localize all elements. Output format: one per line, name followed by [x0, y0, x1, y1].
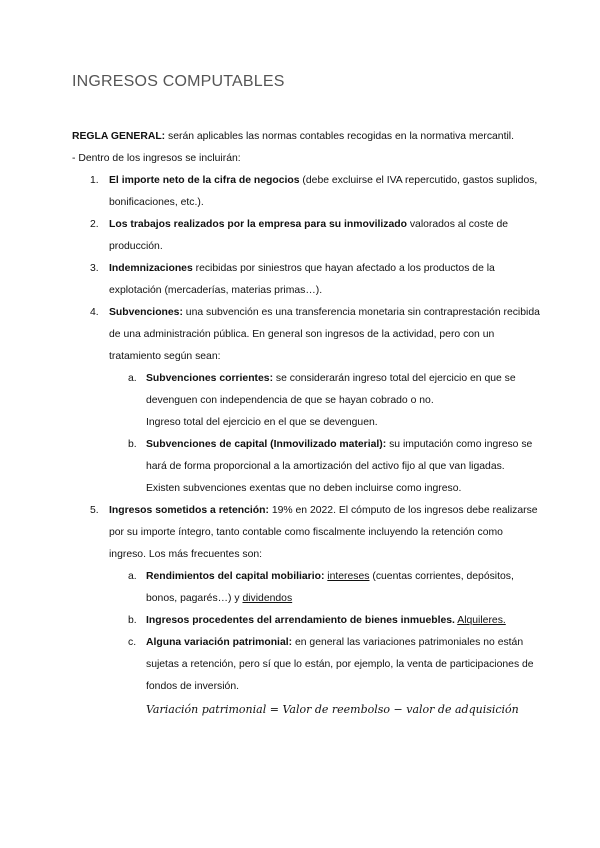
general-rule: [72, 126, 542, 148]
item-heading: Ingresos sometidos a retención:: [109, 505, 269, 516]
subitem-heading: Subvenciones corrientes:: [146, 373, 274, 384]
formula: Variación patrimonial = Valor de reembolso − valor de adquisición: [146, 703, 519, 716]
list-item-1: [72, 170, 542, 214]
item-number: 2.: [90, 219, 99, 230]
item-text: 19% en 2022. El cómputo de los ingresos debe realizarse por su importe íntegro, tanto contable como fiscalmente incluyendo la retención como ingreso. Los más frecuentes son:: [109, 505, 538, 560]
sublist-item-5c: [72, 632, 542, 698]
subitem-note: Existen subvenciones exentas que no deben incluirse como ingreso.: [146, 483, 462, 494]
subitem-letter: c.: [128, 637, 137, 648]
list-item-4: [72, 302, 542, 368]
item-text: recibidas por siniestros que hayan afectado a los productos de la explotación (mercaderías, materias primas…).: [109, 263, 495, 296]
subitem-note: Ingreso total del ejercicio en el que se devenguen.: [146, 417, 378, 428]
item-heading: Indemnizaciones: [109, 263, 193, 274]
sublist-item-5a: [72, 566, 542, 610]
sublist-item-5b: [72, 610, 542, 632]
subitem-heading: Alguna variación patrimonial:: [146, 637, 293, 648]
subitem-heading: Rendimientos del capital mobiliario:: [146, 571, 325, 582]
item-number: 1.: [90, 175, 99, 186]
page-title: INGRESOS COMPUTABLES: [72, 73, 285, 90]
item-heading: El importe neto de la cifra de negocios: [109, 175, 300, 186]
document-body: [72, 126, 542, 721]
sublist-item-4a: [72, 368, 542, 412]
item-number: 5.: [90, 505, 99, 516]
underlined-term: dividendos: [242, 593, 293, 604]
subitem-text: se considerarán ingreso total del ejercicio en que se devenguen con independencia de que se hayan cobrado o no.: [146, 373, 516, 406]
subitem-text: (cuentas corrientes, depósitos, bonos, pagarés…) y: [146, 571, 514, 604]
list-item-3: [72, 258, 542, 302]
list-item-2: [72, 214, 542, 258]
underlined-term: intereses: [327, 571, 370, 582]
general-rule-label: REGLA GENERAL:: [72, 131, 166, 142]
subitem-text: en general las variaciones patrimoniales no están sujetas a retención, pero sí que lo están, por ejemplo, la venta de participaciones de fondos de inversión.: [146, 637, 534, 692]
subitem-heading: Subvenciones de capital (Inmovilizado material):: [146, 439, 387, 450]
item-text: (debe excluirse el IVA repercutido, gastos suplidos, bonificaciones, etc.).: [109, 175, 538, 208]
item-text: valorados al coste de producción.: [109, 219, 509, 252]
subitem-heading: Ingresos procedentes del arrendamiento de bienes inmuebles.: [146, 615, 455, 626]
item-heading: Subvenciones:: [109, 307, 183, 318]
subitem-letter: b.: [128, 439, 137, 450]
item-heading: Los trabajos realizados por la empresa para su inmovilizado: [109, 219, 407, 230]
subitem-letter: a.: [128, 571, 137, 582]
item-text: una subvención es una transferencia monetaria sin contraprestación recibida de una administración pública. En general son ingresos de la actividad, pero con un tratamiento según sean:: [109, 307, 540, 362]
subitem-letter: b.: [128, 615, 137, 626]
underlined-term: Alquileres.: [457, 615, 506, 626]
subitem-text: su imputación como ingreso se hará de forma proporcional a la amortización del activo fijo al que van ligadas.: [146, 439, 533, 472]
item-number: 4.: [90, 307, 99, 318]
item-number: 3.: [90, 263, 99, 274]
general-rule-text: serán aplicables las normas contables recogidas en la normativa mercantil.: [165, 131, 514, 142]
list-item-5: [72, 500, 542, 566]
subitem-letter: a.: [128, 373, 137, 384]
intro-line: - Dentro de los ingresos se incluirán:: [72, 153, 241, 164]
sublist-item-4b: [72, 434, 542, 478]
